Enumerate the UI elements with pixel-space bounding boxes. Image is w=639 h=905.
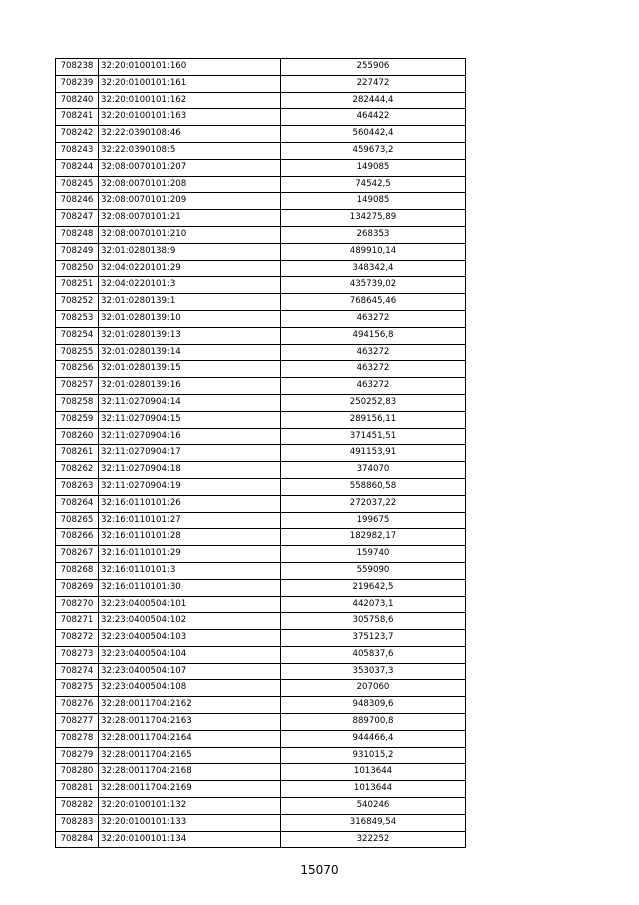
row-id-cell: 708239 xyxy=(56,75,99,92)
row-id-cell: 708246 xyxy=(56,193,99,210)
row-id-cell: 708247 xyxy=(56,210,99,227)
cadastral-value-cell: 348342,4 xyxy=(281,260,466,277)
table-row xyxy=(56,663,466,680)
cadastral-value-cell: 491153,91 xyxy=(281,445,466,462)
table-row xyxy=(56,260,466,277)
cadastral-value-cell: 931015,2 xyxy=(281,747,466,764)
cadastral-value-cell: 463272 xyxy=(281,344,466,361)
cadastral-number-cell: 32:23:0400504:102 xyxy=(99,613,281,630)
table-row xyxy=(56,394,466,411)
cadastral-number-cell: 32:16:0110101:28 xyxy=(99,529,281,546)
cadastral-value-cell: 268353 xyxy=(281,226,466,243)
table-row xyxy=(56,630,466,647)
cadastral-number-cell: 32:23:0400504:101 xyxy=(99,596,281,613)
table-row xyxy=(56,495,466,512)
cadastral-value-cell: 74542,5 xyxy=(281,176,466,193)
cadastral-value-cell: 558860,58 xyxy=(281,478,466,495)
cadastral-value-cell: 199675 xyxy=(281,512,466,529)
table-row xyxy=(56,210,466,227)
table-row xyxy=(56,478,466,495)
table-row xyxy=(56,781,466,798)
cadastral-number-cell: 32:04:0220101:3 xyxy=(99,277,281,294)
cadastral-number-cell: 32:16:0110101:3 xyxy=(99,562,281,579)
table-row xyxy=(56,378,466,395)
cadastral-value-cell: 255906 xyxy=(281,59,466,76)
cadastral-value-cell: 560442,4 xyxy=(281,126,466,143)
row-id-cell: 708251 xyxy=(56,277,99,294)
row-id-cell: 708265 xyxy=(56,512,99,529)
row-id-cell: 708241 xyxy=(56,109,99,126)
table-row xyxy=(56,344,466,361)
cadastral-value-cell: 889700,8 xyxy=(281,714,466,731)
table-row xyxy=(56,730,466,747)
cadastral-number-cell: 32:28:0011704:2165 xyxy=(99,747,281,764)
row-id-cell: 708280 xyxy=(56,764,99,781)
table-row xyxy=(56,562,466,579)
table-row xyxy=(56,243,466,260)
cadastral-value-table xyxy=(55,58,466,848)
row-id-cell: 708259 xyxy=(56,411,99,428)
cadastral-value-cell: 316849,54 xyxy=(281,814,466,831)
table-row xyxy=(56,445,466,462)
table-row xyxy=(56,596,466,613)
cadastral-number-cell: 32:01:0280139:13 xyxy=(99,327,281,344)
cadastral-number-cell: 32:23:0400504:104 xyxy=(99,646,281,663)
cadastral-number-cell: 32:22:0390108:5 xyxy=(99,142,281,159)
row-id-cell: 708240 xyxy=(56,92,99,109)
cadastral-value-cell: 768645,46 xyxy=(281,294,466,311)
cadastral-number-cell: 32:20:0100101:133 xyxy=(99,814,281,831)
cadastral-value-cell: 463272 xyxy=(281,361,466,378)
cadastral-value-cell: 459673,2 xyxy=(281,142,466,159)
cadastral-value-cell: 405837,6 xyxy=(281,646,466,663)
row-id-cell: 708263 xyxy=(56,478,99,495)
row-id-cell: 708262 xyxy=(56,462,99,479)
table-row xyxy=(56,428,466,445)
table-row xyxy=(56,579,466,596)
cadastral-value-cell: 442073,1 xyxy=(281,596,466,613)
row-id-cell: 708257 xyxy=(56,378,99,395)
cadastral-number-cell: 32:01:0280139:10 xyxy=(99,310,281,327)
cadastral-value-cell: 322252 xyxy=(281,831,466,848)
cadastral-number-cell: 32:08:0070101:208 xyxy=(99,176,281,193)
cadastral-number-cell: 32:28:0011704:2164 xyxy=(99,730,281,747)
row-id-cell: 708282 xyxy=(56,798,99,815)
table-row xyxy=(56,277,466,294)
table-row xyxy=(56,747,466,764)
row-id-cell: 708277 xyxy=(56,714,99,731)
cadastral-value-cell: 464422 xyxy=(281,109,466,126)
cadastral-number-cell: 32:16:0110101:27 xyxy=(99,512,281,529)
cadastral-value-cell: 374070 xyxy=(281,462,466,479)
row-id-cell: 708261 xyxy=(56,445,99,462)
cadastral-number-cell: 32:08:0070101:210 xyxy=(99,226,281,243)
cadastral-number-cell: 32:11:0270904:15 xyxy=(99,411,281,428)
cadastral-number-cell: 32:28:0011704:2162 xyxy=(99,697,281,714)
cadastral-value-cell: 182982,17 xyxy=(281,529,466,546)
row-id-cell: 708273 xyxy=(56,646,99,663)
cadastral-value-cell: 282444,4 xyxy=(281,92,466,109)
row-id-cell: 708254 xyxy=(56,327,99,344)
cadastral-number-cell: 32:20:0100101:132 xyxy=(99,798,281,815)
cadastral-number-cell: 32:28:0011704:2163 xyxy=(99,714,281,731)
table-row xyxy=(56,193,466,210)
row-id-cell: 708242 xyxy=(56,126,99,143)
table-row xyxy=(56,764,466,781)
cadastral-number-cell: 32:08:0070101:209 xyxy=(99,193,281,210)
table-row xyxy=(56,294,466,311)
row-id-cell: 708238 xyxy=(56,59,99,76)
cadastral-value-cell: 944466,4 xyxy=(281,730,466,747)
cadastral-value-cell: 159740 xyxy=(281,546,466,563)
table-row xyxy=(56,361,466,378)
row-id-cell: 708249 xyxy=(56,243,99,260)
row-id-cell: 708267 xyxy=(56,546,99,563)
cadastral-value-cell: 305758,6 xyxy=(281,613,466,630)
cadastral-number-cell: 32:11:0270904:16 xyxy=(99,428,281,445)
cadastral-number-cell: 32:01:0280139:15 xyxy=(99,361,281,378)
cadastral-value-cell: 134275,89 xyxy=(281,210,466,227)
cadastral-number-cell: 32:11:0270904:17 xyxy=(99,445,281,462)
row-id-cell: 708283 xyxy=(56,814,99,831)
row-id-cell: 708269 xyxy=(56,579,99,596)
table-row xyxy=(56,159,466,176)
table-row xyxy=(56,411,466,428)
cadastral-value-cell: 494156,8 xyxy=(281,327,466,344)
table-row xyxy=(56,327,466,344)
cadastral-number-cell: 32:20:0100101:163 xyxy=(99,109,281,126)
cadastral-value-cell: 250252,83 xyxy=(281,394,466,411)
table-row xyxy=(56,75,466,92)
table-row xyxy=(56,462,466,479)
cadastral-number-cell: 32:22:0390108:46 xyxy=(99,126,281,143)
row-id-cell: 708274 xyxy=(56,663,99,680)
row-id-cell: 708275 xyxy=(56,680,99,697)
cadastral-value-cell: 435739,02 xyxy=(281,277,466,294)
cadastral-value-cell: 227472 xyxy=(281,75,466,92)
row-id-cell: 708266 xyxy=(56,529,99,546)
table-row xyxy=(56,226,466,243)
cadastral-value-cell: 1013644 xyxy=(281,781,466,798)
row-id-cell: 708253 xyxy=(56,310,99,327)
table-row xyxy=(56,176,466,193)
cadastral-number-cell: 32:23:0400504:108 xyxy=(99,680,281,697)
cadastral-number-cell: 32:08:0070101:207 xyxy=(99,159,281,176)
table-row xyxy=(56,814,466,831)
row-id-cell: 708271 xyxy=(56,613,99,630)
table-row xyxy=(56,697,466,714)
cadastral-number-cell: 32:04:0220101:29 xyxy=(99,260,281,277)
cadastral-value-cell: 948309,6 xyxy=(281,697,466,714)
table-row xyxy=(56,680,466,697)
cadastral-number-cell: 32:28:0011704:2168 xyxy=(99,764,281,781)
cadastral-number-cell: 32:23:0400504:107 xyxy=(99,663,281,680)
row-id-cell: 708243 xyxy=(56,142,99,159)
cadastral-number-cell: 32:01:0280139:1 xyxy=(99,294,281,311)
cadastral-value-cell: 375123,7 xyxy=(281,630,466,647)
row-id-cell: 708248 xyxy=(56,226,99,243)
cadastral-number-cell: 32:01:0280139:14 xyxy=(99,344,281,361)
table-row xyxy=(56,546,466,563)
cadastral-number-cell: 32:11:0270904:19 xyxy=(99,478,281,495)
cadastral-value-cell: 371451,51 xyxy=(281,428,466,445)
table-row xyxy=(56,59,466,76)
cadastral-value-cell: 207060 xyxy=(281,680,466,697)
cadastral-number-cell: 32:20:0100101:161 xyxy=(99,75,281,92)
table-row xyxy=(56,512,466,529)
table-row xyxy=(56,310,466,327)
cadastral-number-cell: 32:28:0011704:2169 xyxy=(99,781,281,798)
row-id-cell: 708245 xyxy=(56,176,99,193)
table-row xyxy=(56,529,466,546)
row-id-cell: 708250 xyxy=(56,260,99,277)
row-id-cell: 708244 xyxy=(56,159,99,176)
row-id-cell: 708270 xyxy=(56,596,99,613)
cadastral-number-cell: 32:16:0110101:26 xyxy=(99,495,281,512)
row-id-cell: 708281 xyxy=(56,781,99,798)
row-id-cell: 708278 xyxy=(56,730,99,747)
cadastral-number-cell: 32:01:0280138:9 xyxy=(99,243,281,260)
cadastral-number-cell: 32:20:0100101:160 xyxy=(99,59,281,76)
cadastral-number-cell: 32:08:0070101:21 xyxy=(99,210,281,227)
cadastral-value-cell: 149085 xyxy=(281,193,466,210)
cadastral-value-cell: 463272 xyxy=(281,378,466,395)
table-row xyxy=(56,831,466,848)
cadastral-value-cell: 289156,11 xyxy=(281,411,466,428)
row-id-cell: 708276 xyxy=(56,697,99,714)
row-id-cell: 708255 xyxy=(56,344,99,361)
row-id-cell: 708258 xyxy=(56,394,99,411)
table-row xyxy=(56,714,466,731)
cadastral-value-cell: 1013644 xyxy=(281,764,466,781)
cadastral-value-cell: 149085 xyxy=(281,159,466,176)
cadastral-value-cell: 559090 xyxy=(281,562,466,579)
table-row xyxy=(56,92,466,109)
cadastral-number-cell: 32:16:0110101:29 xyxy=(99,546,281,563)
cadastral-number-cell: 32:11:0270904:14 xyxy=(99,394,281,411)
table-row xyxy=(56,646,466,663)
row-id-cell: 708284 xyxy=(56,831,99,848)
row-id-cell: 708279 xyxy=(56,747,99,764)
table-body xyxy=(56,59,466,848)
cadastral-value-cell: 272037,22 xyxy=(281,495,466,512)
cadastral-number-cell: 32:20:0100101:162 xyxy=(99,92,281,109)
page-number: 15070 xyxy=(300,863,339,877)
cadastral-number-cell: 32:01:0280139:16 xyxy=(99,378,281,395)
row-id-cell: 708256 xyxy=(56,361,99,378)
cadastral-value-cell: 219642,5 xyxy=(281,579,466,596)
row-id-cell: 708268 xyxy=(56,562,99,579)
cadastral-number-cell: 32:16:0110101:30 xyxy=(99,579,281,596)
cadastral-value-cell: 353037,3 xyxy=(281,663,466,680)
cadastral-value-cell: 463272 xyxy=(281,310,466,327)
table-row xyxy=(56,798,466,815)
table-row xyxy=(56,142,466,159)
cadastral-value-cell: 540246 xyxy=(281,798,466,815)
table-row xyxy=(56,109,466,126)
table-row xyxy=(56,613,466,630)
row-id-cell: 708260 xyxy=(56,428,99,445)
row-id-cell: 708272 xyxy=(56,630,99,647)
row-id-cell: 708252 xyxy=(56,294,99,311)
row-id-cell: 708264 xyxy=(56,495,99,512)
cadastral-number-cell: 32:20:0100101:134 xyxy=(99,831,281,848)
table-row xyxy=(56,126,466,143)
cadastral-number-cell: 32:23:0400504:103 xyxy=(99,630,281,647)
cadastral-value-cell: 489910,14 xyxy=(281,243,466,260)
cadastral-number-cell: 32:11:0270904:18 xyxy=(99,462,281,479)
